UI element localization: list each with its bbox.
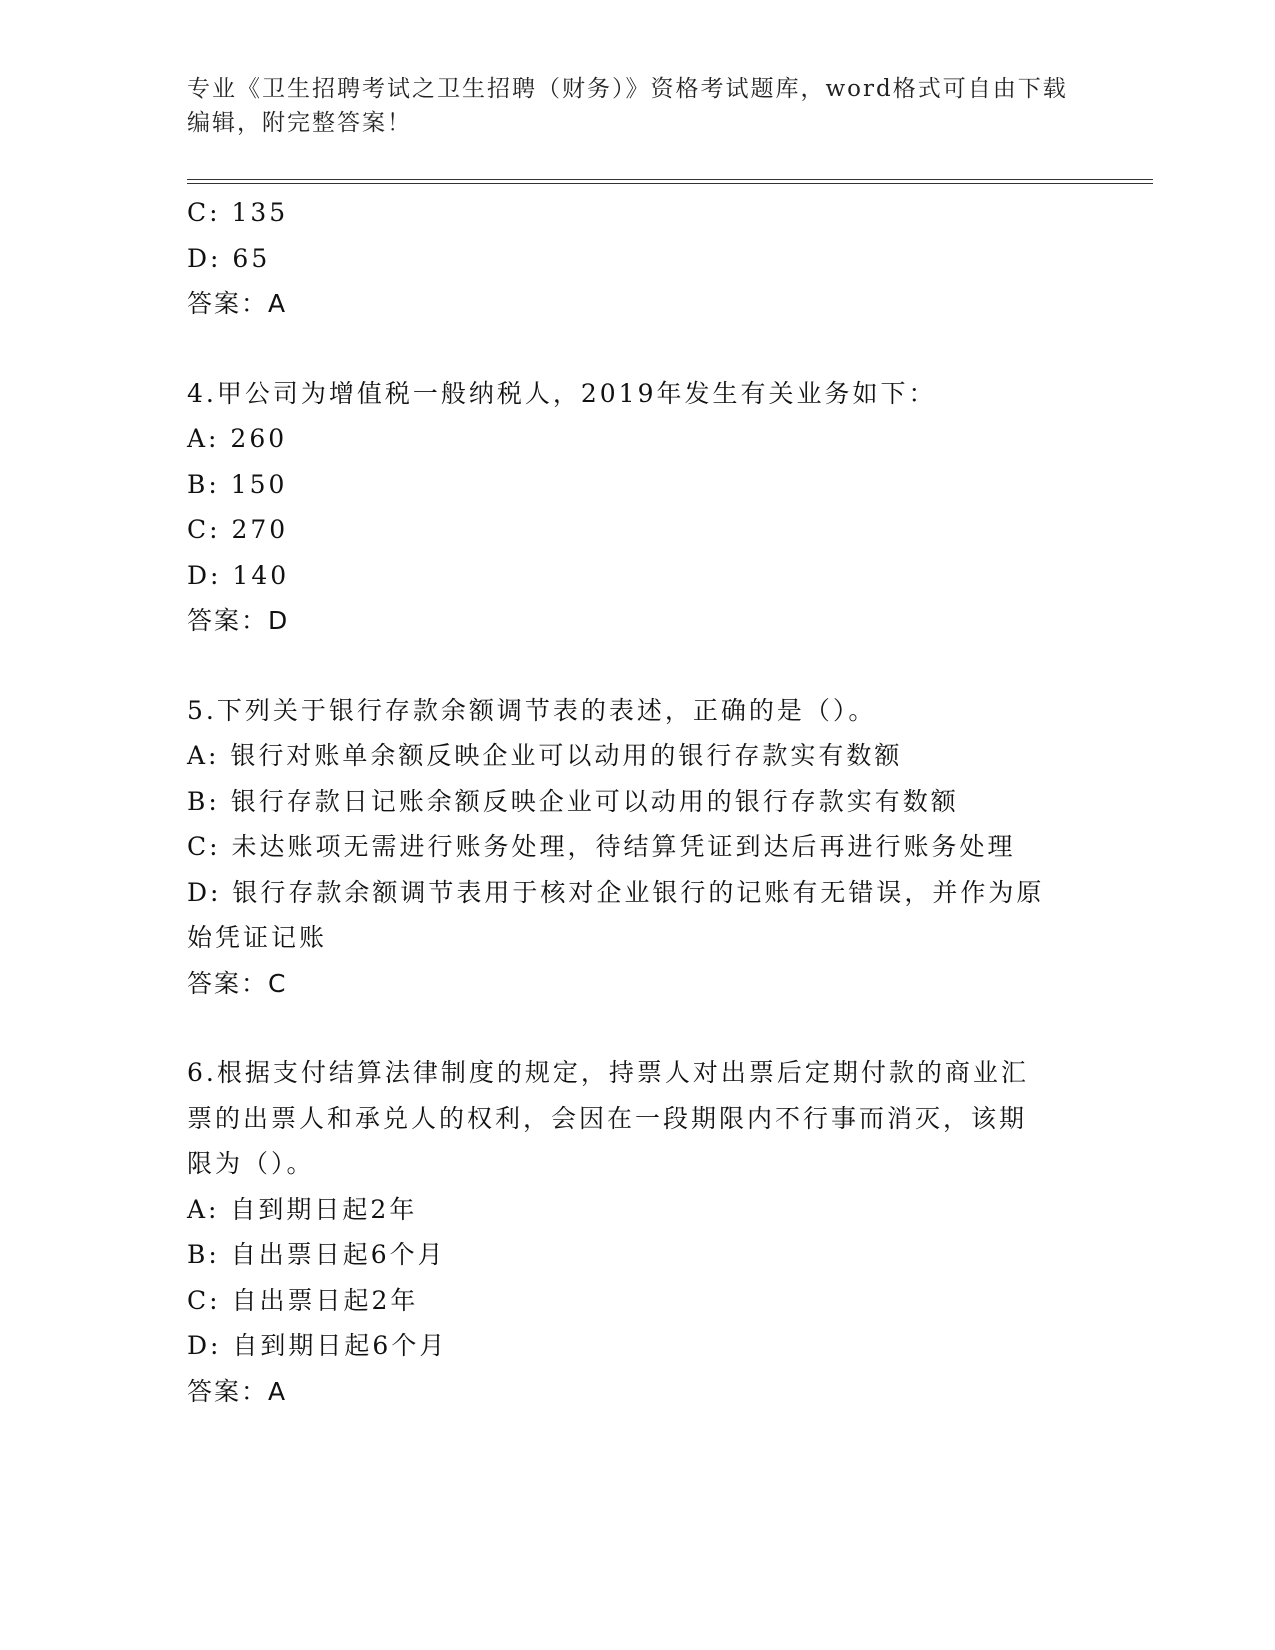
option-c: C: 135: [187, 198, 289, 227]
option-a: A: 银行对账单余额反映企业可以动用的银行存款实有数额: [187, 741, 903, 770]
question-5: [187, 688, 1087, 1007]
answer-line: 答案：C: [187, 968, 288, 998]
option-b: B: 自出票日起6个月: [187, 1240, 446, 1269]
header-rule-bottom: [187, 183, 1153, 184]
option-c: C: 未达账项无需进行账务处理，待结算凭证到达后再进行账务处理: [187, 832, 1016, 861]
answer-line: 答案：A: [187, 1376, 288, 1406]
question-content: [187, 190, 1087, 1414]
header-line-1: 专业《卫生招聘考试之卫生招聘（财务）》资格考试题库，word格式可自由下载: [187, 76, 1068, 102]
header-rule-top: [187, 179, 1153, 180]
question-4: [187, 371, 1087, 644]
option-b: B: 银行存款日记账余额反映企业可以动用的银行存款实有数额: [187, 786, 959, 816]
option-d-continued: 始凭证记账: [187, 923, 328, 952]
header-line-2: 编辑，附完整答案！: [187, 110, 412, 136]
question-stem: 5.下列关于银行存款余额调节表的表述，正确的是（）。: [187, 695, 877, 725]
answer-line: 答案：D: [187, 606, 290, 635]
question-stem: 6.根据支付结算法律制度的规定，持票人对出票后定期付款的商业汇: [187, 1058, 1029, 1087]
option-a: A: 260: [187, 424, 288, 453]
option-a: A: 自到期日起2年: [187, 1194, 418, 1224]
answer-line: 答案：A: [187, 289, 288, 318]
spacer: [187, 327, 1087, 371]
option-b: B: 150: [187, 469, 288, 499]
option-d: D: 65: [187, 243, 271, 273]
option-d: D: 140: [187, 560, 290, 590]
document-header: [187, 72, 1087, 140]
question-6: [187, 1050, 1087, 1414]
spacer: [187, 644, 1087, 688]
option-c: C: 270: [187, 515, 289, 544]
question-stem-continued: 票的出票人和承兑人的权利，会因在一段期限内不行事而消灭，该期: [187, 1103, 1028, 1133]
option-c: C: 自出票日起2年: [187, 1285, 419, 1315]
spacer: [187, 1006, 1087, 1050]
question-stem: 4.甲公司为增值税一般纳税人，2019年发生有关业务如下：: [187, 378, 937, 408]
question-stem-continued: 限为（）。: [187, 1149, 315, 1178]
option-d: D: 自到期日起6个月: [187, 1331, 448, 1360]
option-d: D: 银行存款余额调节表用于核对企业银行的记账有无错误，并作为原: [187, 877, 1045, 907]
question-3-tail: [187, 190, 1087, 327]
